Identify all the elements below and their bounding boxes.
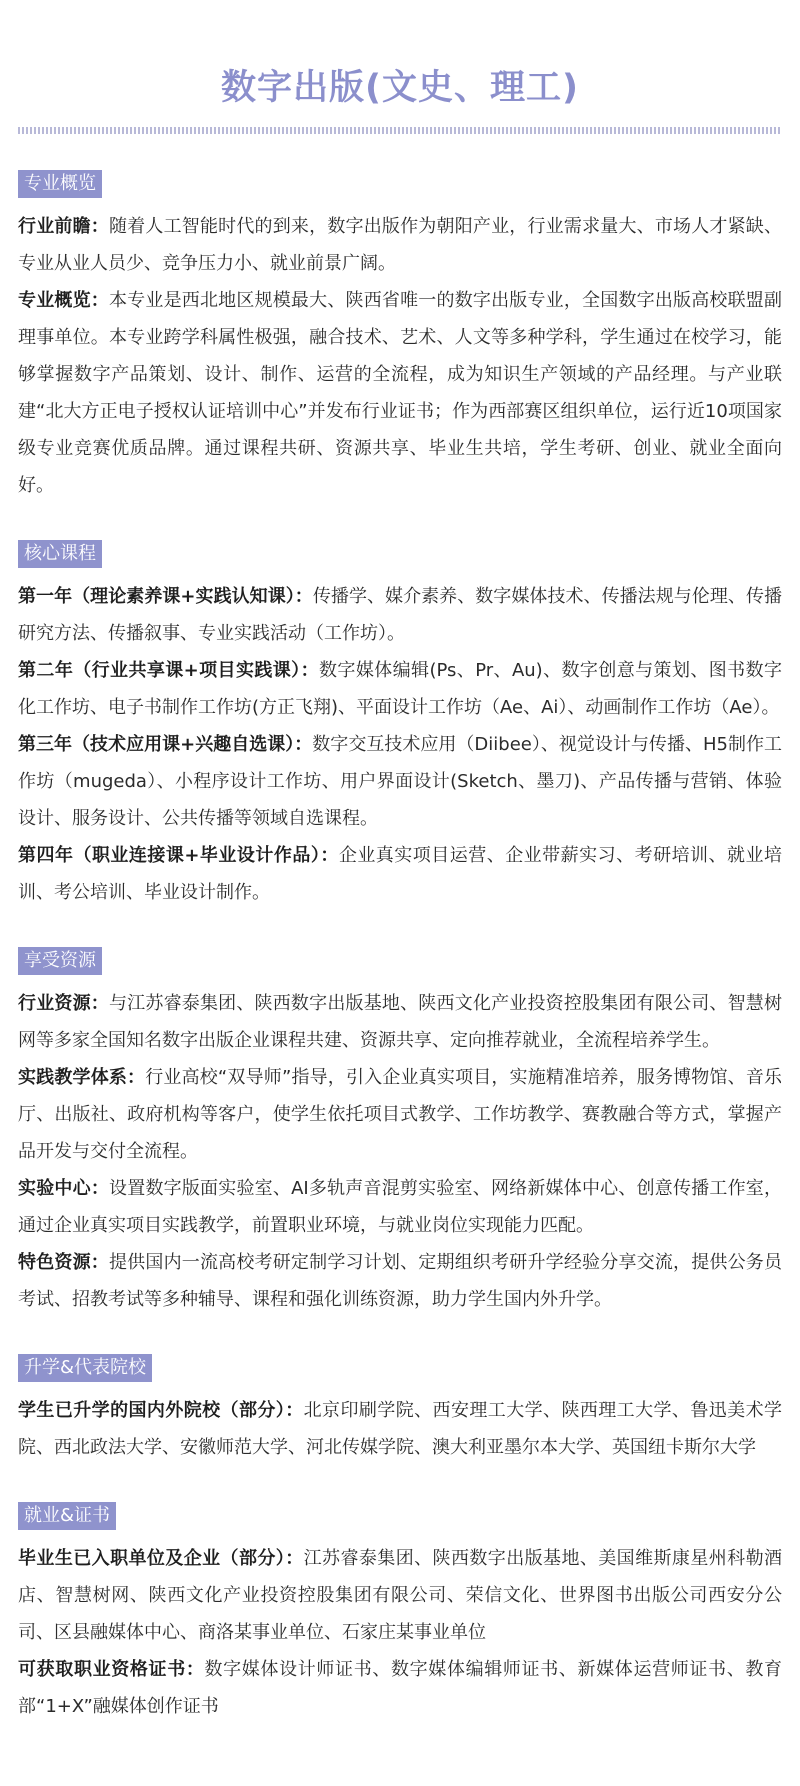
paragraph [18,1651,782,1725]
paragraph-text: 数字交互技术应用（Diibee）、视觉设计与传播、H5制作工作坊（mugeda）、小程序设计工作坊、用户界面设计(Sketch、墨刀)、产品传播与营销、体验设计、服务设计、公共传播等领域自选课程。 [18,734,782,829]
paragraph-text: 设置数字版面实验室、AI多轨声音混剪实验室、网络新媒体中心、创意传播工作室，通过企业真实项目实践教学，前置职业环境，与就业岗位实现能力匹配。 [18,1178,783,1236]
section-heading: 升学&代表院校 [18,1354,152,1382]
paragraph-lead: 特色资源： [18,1252,109,1273]
paragraph-text: 行业高校“双导师”指导，引入企业真实项目，实施精准培养，服务博物馆、音乐厅、出版社、政府机构等客户，使学生依托项目式教学、工作坊教学、赛教融合等方式，掌握产品开发与交付全流程。 [18,1067,783,1162]
paragraph [18,837,782,911]
paragraph-lead: 专业概览： [18,290,109,311]
section-heading: 享受资源 [18,947,102,975]
paragraph-lead: 可获取职业资格证书： [18,1659,205,1680]
paragraph [18,652,782,726]
paragraph-lead: 第四年（职业连接课+毕业设计作品）： [18,845,339,866]
paragraph-lead: 行业前瞻： [18,216,109,237]
section-core-courses [18,540,782,911]
paragraph [18,1059,782,1170]
paragraph-lead: 实验中心： [18,1178,110,1199]
paragraph-text: 江苏睿泰集团、陕西数字出版基地、美国维斯康星州科勒酒店、智慧树网、陕西文化产业投资控股集团有限公司、荣信文化、世界图书出版公司西安分公司、区县融媒体中心、商洛某事业单位、石家庄某事业单位 [18,1548,783,1643]
section-overview [18,170,782,504]
paragraph [18,1170,782,1244]
paragraph-text: 传播学、媒介素养、数字媒体技术、传播法规与伦理、传播研究方法、传播叙事、专业实践活动（工作坊）。 [18,586,782,644]
paragraph-text: 提供国内一流高校考研定制学习计划、定期组织考研升学经验分享交流，提供公务员考试、招教考试等多种辅导、课程和强化训练资源，助力学生国内外升学。 [18,1252,783,1310]
section-heading: 专业概览 [18,170,102,198]
section-resources [18,947,782,1318]
paragraph [18,1540,782,1651]
paragraph [18,578,782,652]
paragraph-lead: 学生已升学的国内外院校（部分）： [18,1400,304,1421]
paragraph [18,208,782,282]
paragraph-text: 企业真实项目运营、企业带薪实习、考研培训、就业培训、考公培训、毕业设计制作。 [18,845,782,903]
page-title: 数字出版(文史、理工) [221,68,579,108]
paragraph-text: 与江苏睿泰集团、陕西数字出版基地、陕西文化产业投资控股集团有限公司、智慧树网等多家全国知名数字出版企业课程共建、资源共享、定向推荐就业，全流程培养学生。 [18,993,783,1051]
title-divider [18,127,782,134]
paragraph-text: 数字媒体编辑(Ps、Pr、Au)、数字创意与策划、图书数字化工作坊、电子书制作工作坊(方正飞翔)、平面设计工作坊（Ae、Ai）、动画制作工作坊（Ae）。 [18,660,782,718]
paragraph [18,1392,782,1466]
paragraph-text: 随着人工智能时代的到来，数字出版作为朝阳产业，行业需求量大、市场人才紧缺、专业从业人员少、竞争压力小、就业前景广阔。 [18,216,783,274]
paragraph-lead: 第二年（行业共享课+项目实践课）： [18,660,319,681]
paragraph-lead: 第一年（理论素养课+实践认知课）： [18,586,313,607]
paragraph [18,1244,782,1318]
section-further-study [18,1354,782,1466]
section-heading: 就业&证书 [18,1502,116,1530]
paragraph [18,282,782,504]
paragraph-lead: 第三年（技术应用课+兴趣自选课）： [18,734,313,755]
section-employment [18,1502,782,1725]
paragraph-lead: 毕业生已入职单位及企业（部分）： [18,1548,304,1569]
section-heading: 核心课程 [18,540,102,568]
paragraph-text: 北京印刷学院、西安理工大学、陕西理工大学、鲁迅美术学院、西北政法大学、安徽师范大学、河北传媒学院、澳大利亚墨尔本大学、英国纽卡斯尔大学 [18,1400,783,1458]
paragraph-lead: 行业资源： [18,993,109,1014]
paragraph [18,985,782,1059]
paragraph-text: 本专业是西北地区规模最大、陕西省唯一的数字出版专业，全国数字出版高校联盟副理事单位。本专业跨学科属性极强，融合技术、艺术、人文等多种学科，学生通过在校学习，能够掌握数字产品策划、设计、制作、运营的全流程，成为知识生产领域的产品经理。与产业联建“北大方正电子授权认证培训中心”并发布行业证书；作为西部赛区组织单位，运行近10项国家级专业竞赛优质品牌。通过课程共研、资源共享、毕业生共培，学生考研、创业、就业全面向好。 [18,290,783,496]
paragraph [18,726,782,837]
paragraph-text: 数字媒体设计师证书、数字媒体编辑师证书、新媒体运营师证书、教育部“1+X”融媒体创作证书 [18,1659,782,1717]
paragraph-lead: 实践教学体系： [18,1067,146,1088]
